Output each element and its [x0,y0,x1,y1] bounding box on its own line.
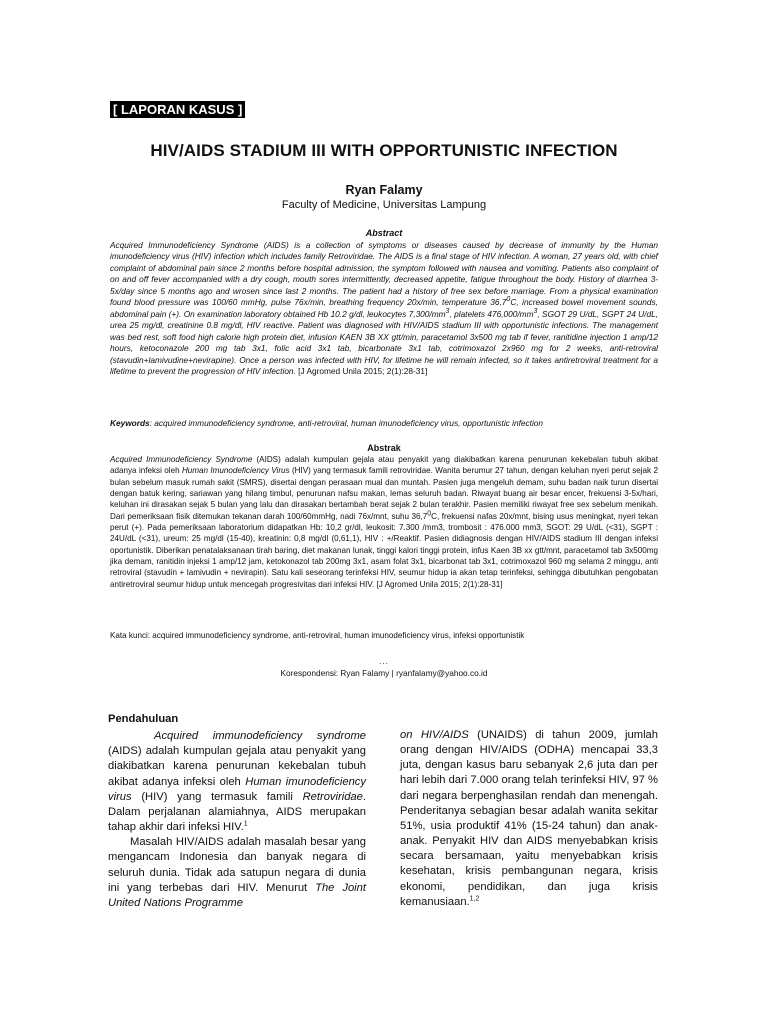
author-name: Ryan Falamy [345,183,423,197]
bracket-open: [ [113,102,118,117]
abstrak-heading: Abstrak [367,443,401,453]
article-type-label [110,102,245,117]
right-italic: on HIV/AIDS [400,729,469,741]
keywords-text: : acquired immunodeficiency syndrome, anti-retroviral, human imunodeficiency virus, opportunistic infection [149,418,544,428]
intro-p2-italic: The Joint United Nations Programme [108,881,366,909]
intro-italic-2: Human imunodeficiency virus [108,775,366,803]
abstrak-text-1: (AIDS) adalah kumpulan gejala atau penyakit yang diakibatkan karena penurunan kekebalan tubuh akibat adanya infeksi oleh [110,455,658,476]
keywords [110,418,658,429]
abstract-degree-sup: 0 [506,296,511,304]
abstract-heading: Abstract [365,228,403,238]
kata-kunci: Kata kunci: acquired immunodeficiency syndrome, anti-retroviral, human imunodeficiency virus, infeksi opportunistik [110,631,525,640]
left-column [108,712,366,911]
intro-paragraph-2 [108,835,366,911]
bracket-close: ] [238,102,243,117]
intro-italic-1: Acquired immunodeficiency syndrome [154,730,366,743]
article-type-text: LAPORAN KASUS [120,102,235,117]
abstrak-italic-2: Human Imunodeficiency Virus [181,466,290,476]
abstract-citation: [J Agromed Unila 2015; 2(1):28-31] [298,365,428,376]
abstrak-text-2: (HIV) yang termasuk famili retroviridae. Wanita berumur 27 tahun, dengan keluhan nyeri perut sejak 2 bulan sebelum masuk rumah sakit (SMRS), disertai dengan perasaan mual dan muntah. Pasien juga mengeluh demam, suhu badan naik turun disertai dengan batuk kering, sariawan yang hilang timbul, penurunan nafsu makan, lemas seluruh badan. Riwayat buang air besar encer, frekuensi 3-5x/hari, keluhan ini dirasakan sejak 5 bulan yang lalu dan dirasakan bertambah berat sejak 2 bulan terakhir. Pasien memiliki riwayat free sex sebelum menikah. Dari pemeriksaan fisik ditemukan tekanan darah 100/60mmHg, nadi 76x/mnt, suhu 36,7 [110,466,658,521]
abstract-sup-1: 3 [445,307,450,315]
right-column [400,728,658,910]
intro-text-3: . Dalam perjalanan alamiahnya, AIDS merupakan tahap akhir dari infeksi HIV. [108,790,366,834]
section-heading: Pendahuluan [108,713,179,725]
author-affiliation: Faculty of Medicine, Universitas Lampung [281,199,487,211]
separator-dots: ... [379,657,389,666]
intro-ref-sup: 1 [243,820,248,828]
article-title: HIV/AIDS STADIUM III WITH OPPORTUNISTIC INFECTION [150,141,618,160]
keywords-label: Keywords [110,418,150,428]
intro-p2-text: Masalah HIV/AIDS adalah masalah besar yang mengancam Indonesia dan banyak negara di seluruh dunia. Tidak ada satupun negara di dunia ini yang terbebas dari HIV. Menurut [108,836,366,894]
correspondence: Korespondensi: Ryan Falamy | ryanfalamy@yahoo.co.id [280,668,488,678]
right-text: (UNAIDS) di tahun 2009, jumlah orang dengan HIV/AIDS (ODHA) mencapai 33,3 juta, dengan kasus baru sebanyak 2,6 juta dan per hari lebih dari 7.000 orang telah terinfeksi HIV, 97 % dari negara berpenghasilan rendah dan menengah. Penderitanya sebagian besar adalah wanita sekitar 51%, usia produktif 41% (15-24 tahun) dan anak-anak. Penyakit HIV dan AIDS menyebabkan krisis secara bersamaan, yaitu menyebabkan krisis kesehatan, krisis pembangunan negara, krisis ekonomi, pendidikan, dan juga krisis kemanusiaan. [400,729,659,908]
abstrak-degree-sup: 0 [427,510,432,518]
right-ref-sup: 1,2 [469,894,480,902]
intro-italic-3: Retroviridae [302,790,363,803]
abstract-body [110,240,658,377]
abstract-text-2: C, increased bowel movement sounds, abdominal pain (+). On examination laboratory obtained Hb 10.2 g/dl, leukocytes 7,300/mm [110,297,658,319]
intro-text-1: (AIDS) adalah kumpulan gejala atau penyakit yang diakibatkan karena penurunan kekebalan tubuh akibat adanya infeksi oleh [108,745,366,788]
abstract-text-3: , platelets 476,000/mm [449,308,534,319]
intro-text-2: (HIV) yang termasuk famili [131,790,303,803]
right-paragraph [400,728,658,910]
abstract-sup-2: 3 [533,307,538,315]
abstract-text-4: , SGOT 29 U/dL, SGPT 24 U/dL, urea 25 mg/dl, creatinine 0.8 mg/dl, HIV reactive. Patient was diagnosed with HIV/AIDS stadium III with opportunistic infections. The management was bed rest, soft food high calorie high protein diet, infusion KAEN 3B XX gtt/min, paracetamol 3x500 mg tab if fever, ranitidine injection 1 amp/12 hours, ketoconazole 200 mg tab 3x1, folic acid 3x1 tab, bicarbonate 3x1 tab, cotrimoxazol 2x960 mg for 2 weeks, anti-retroviral (stavudin+lamivudine+nevirapine). Once a person was infected with HIV, for lifetime he will remain infected, so it takes antiretroviral treatment for a lifetime to prevent the progression of HIV infection. [110,308,659,376]
intro-paragraph-1 [108,729,366,835]
abstrak-italic-1: Acquired Immunodeficiency Syndrome [110,455,253,464]
abstrak-body [110,454,658,590]
abstrak-text-3: C, frekuensi nafas 20x/mnt, bising usus meningkat, nyeri tekan perut (+). Pada pemeriksaan laboratorium didapatkan Hb: 10,2 gr/dl, leukosit: 7.300 /mm3, trombosit : 476.000 mm3, SGOT: 29 U/dL (<31), SGPT : 24U/dL (<31), ureum: 25 mg/dl (15-40), kreatinin: 0,8 mg/dl (0,61,1), HIV : +/Reaktif. Pasien didiagnosis dengan HIV/AIDS stadium III dengan infeksi oportunistik. Diberikan penatalaksanaan tirah baring, diet makanan lunak, tinggi kalori tinggi protein, infus Kaen 3B xx gtt/mnt, paracetamol tab 3x500mg jika demam, ranitidin injeksi 1 amp/12 jam, ketokonazol tab 200mg 3x1, asam folat 3x1, bicarbonat tab 3x1, cotrimoxazol 960 mg selama 2 minggu, anti retroviral (stavudin + lamivudin + nevirapin). Satu kali seseorang terinfeksi HIV, seumur hidup ia akan tetap terinfeksi, sehingga dibutuhkan pengobatan antiretroviral seumur hidup untuk mencegah progresivitas dari infeksi HIV. [J Agromed Unila 2015; 2(1):28-31] [110,511,658,589]
abstract-text-1: Acquired Immunodeficiency Syndrome (AIDS) is a collection of symptoms or diseases caused by decrease of immunity by the Human imunodeficiency virus (HIV) infection which includes family Retroviridae. The AIDS is a final stage of HIV infection. A woman, 27 years old, with chief complaint of abdominal pain since 2 months before hospital admission, the symptom followed with nausea and vomiting. Patients also complaint of on and off fever accompanied with a dry cough, mouth sores intermittently, decreased appetite, fatigue throughout the body. History of diarrhea 3-5x/day since 5 months ago and wrosen since last 2 months. The patient had a history of free sex before marriage. From a physical examination found blood pressure was 100/60 mmHg, pulse 76x/min, breathing frequency 20x/min, temperature 36,7 [110,240,658,308]
